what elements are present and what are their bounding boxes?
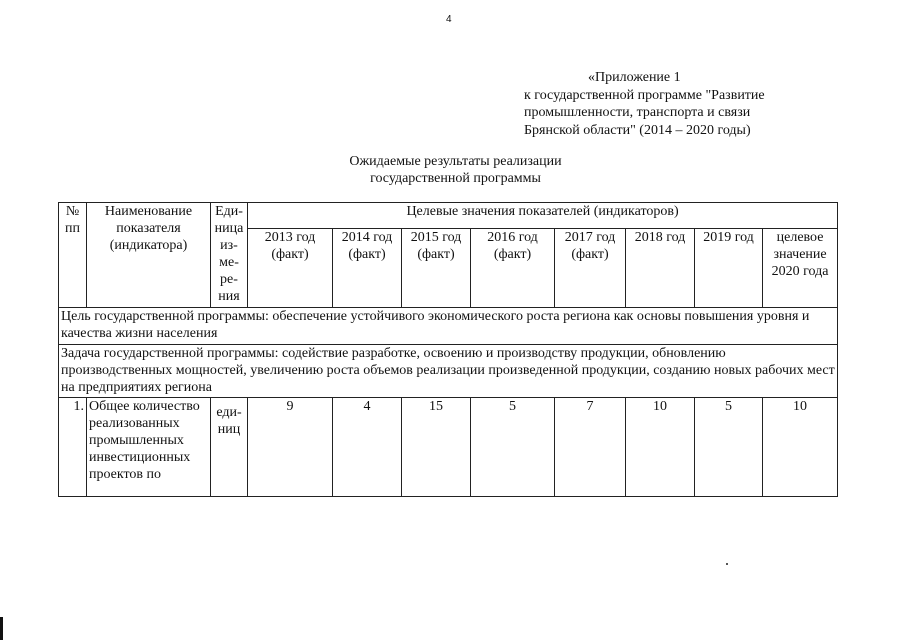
title-line-2: государственной программы xyxy=(370,171,541,186)
header-year: 2014 год (факт) xyxy=(333,229,402,308)
value-cell: 10 xyxy=(763,398,838,497)
program-task: Задача государственной программы: содействие разработке, освоению и производству продукции, обновлению производственных мощностей, увеличению роста объемов реализации произведенной продукции, созданию новых рабочих мест на предприятиях региона xyxy=(59,345,838,398)
scan-edge-mark xyxy=(0,617,3,640)
appendix-line-4: Брянской области" (2014 – 2020 годы) xyxy=(524,122,751,138)
header-unit: Единица измерения xyxy=(211,203,248,308)
value-cell: 15 xyxy=(402,398,471,497)
value-cell: 7 xyxy=(555,398,626,497)
header-number: № пп xyxy=(59,203,87,308)
header-target-values: Целевые значения показателей (индикаторов) xyxy=(248,203,838,229)
header-year: 2018 год xyxy=(626,229,695,308)
value-cell: 4 xyxy=(333,398,402,497)
indicator-name: Общее количество реализованных промышленных инвестиционных проектов по xyxy=(87,398,211,497)
header-row-1 xyxy=(59,203,838,229)
header-year: 2015 год (факт) xyxy=(402,229,471,308)
page-number: 4 xyxy=(446,14,452,25)
header-year: 2019 год xyxy=(695,229,763,308)
value-cell: 10 xyxy=(626,398,695,497)
task-row xyxy=(59,345,838,398)
goal-row xyxy=(59,308,838,345)
program-goal: Цель государственной программы: обеспечение устойчивого экономического роста региона как основы повышения уровня и качества жизни населения xyxy=(59,308,838,345)
header-indicator-name: Наименование показателя (индикатора) xyxy=(87,203,211,308)
row-number: 1. xyxy=(59,398,87,497)
document-title xyxy=(300,153,611,187)
value-cell: 9 xyxy=(248,398,333,497)
scan-speck xyxy=(726,563,728,565)
indicator-unit: единиц xyxy=(211,398,248,497)
header-year: 2013 год (факт) xyxy=(248,229,333,308)
indicators-table xyxy=(58,202,838,497)
header-year: 2016 год (факт) xyxy=(471,229,555,308)
title-line-1: Ожидаемые результаты реализации xyxy=(349,154,562,169)
value-cell: 5 xyxy=(471,398,555,497)
appendix-line-3: промышленности, транспорта и связи xyxy=(524,105,751,120)
header-year: 2017 год (факт) xyxy=(555,229,626,308)
appendix-line-1: «Приложение 1 xyxy=(588,70,681,85)
table-row xyxy=(59,398,838,497)
header-year-target: целевое значение 2020 года xyxy=(763,229,838,308)
appendix-line-2: к государственной программе "Развитие xyxy=(524,87,765,103)
value-cell: 5 xyxy=(695,398,763,497)
appendix-note xyxy=(524,69,814,139)
